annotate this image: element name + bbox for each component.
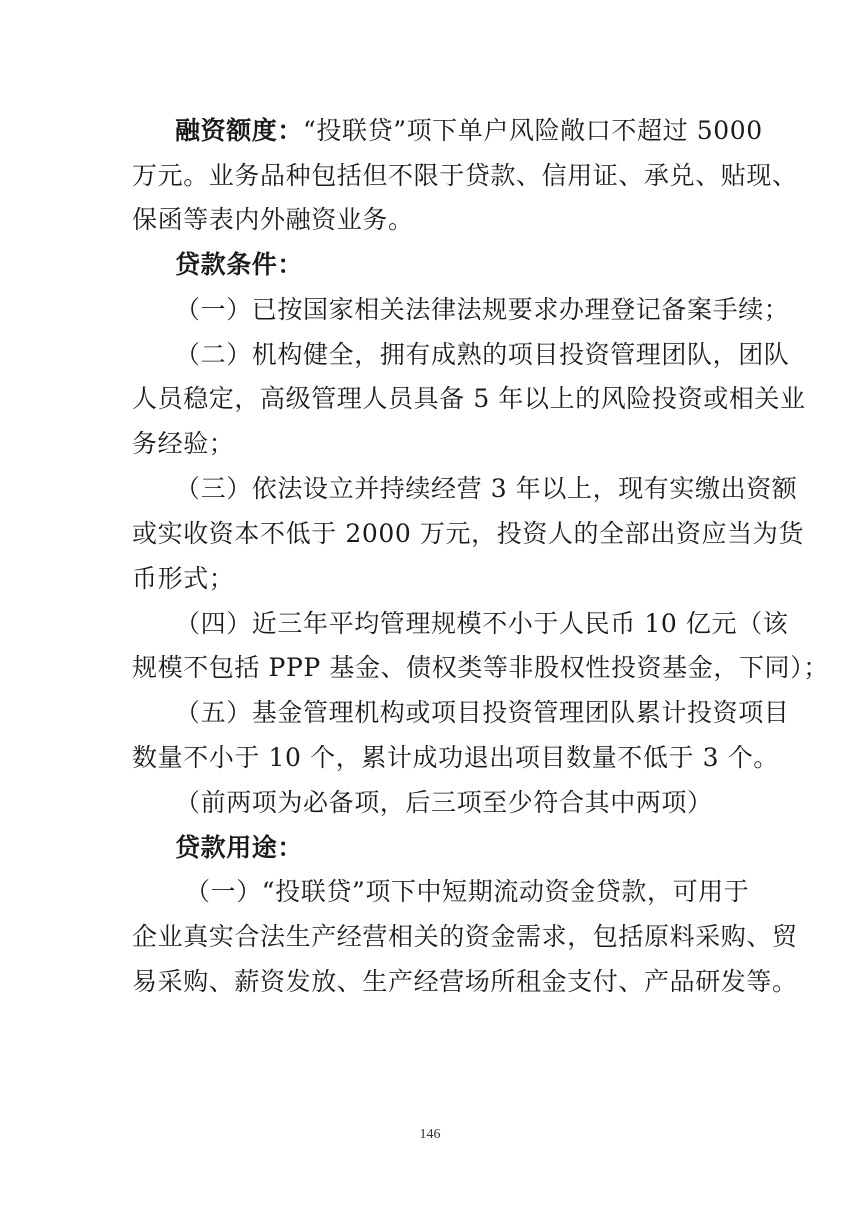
condition-3-line-2: 或实收资本不低于 2000 万元，投资人的全部出资应当为货 <box>132 519 804 548</box>
condition-2-line-1: （二）机构健全，拥有成熟的项目投资管理团队，团队 <box>175 340 790 369</box>
condition-2-line-2: 人员稳定，高级管理人员具备 5 年以上的风险投资或相关业 <box>132 384 806 413</box>
condition-3-line-3: 币形式； <box>132 564 235 593</box>
purpose-1-line-1: （一）“投联贷”项下中短期流动资金贷款，可用于 <box>185 877 750 906</box>
financing-text: “投联贷”项下单户风险敞口不超过 5000 <box>303 116 763 145</box>
condition-1: （一）已按国家相关法律法规要求办理登记备案手续； <box>175 295 790 324</box>
condition-2-line-3: 务经验； <box>132 429 235 458</box>
financing-line-1 <box>175 115 763 147</box>
condition-4-line-2: 规模不包括 PPP 基金、债权类等非股权性投资基金，下同）； <box>132 653 829 682</box>
condition-4-line-1: （四）近三年平均管理规模不小于人民币 10 亿元（该 <box>175 609 789 638</box>
conditions-note: （前两项为必备项，后三项至少符合其中两项） <box>175 788 713 817</box>
financing-line-3: 保函等表内外融资业务。 <box>132 205 414 234</box>
financing-label: 融资额度： <box>175 116 304 145</box>
condition-5-line-2: 数量不小于 10 个，累计成功退出项目数量不低于 3 个。 <box>132 743 779 772</box>
page-number: 146 <box>419 1127 441 1142</box>
condition-5-line-1: （五）基金管理机构或项目投资管理团队累计投资项目 <box>175 698 790 727</box>
condition-3-line-1: （三）依法设立并持续经营 3 年以上，现有实缴出资额 <box>175 474 798 503</box>
purpose-1-line-3: 易采购、薪资发放、生产经营场所租金支付、产品研发等。 <box>132 967 798 996</box>
loan-purpose-heading: 贷款用途： <box>175 833 304 862</box>
purpose-1-line-2: 企业真实合法生产经营相关的资金需求，包括原料采购、贸 <box>132 922 798 951</box>
financing-line-2: 万元。业务品种包括但不限于贷款、信用证、承兑、贴现、 <box>132 161 798 190</box>
loan-conditions-heading: 贷款条件： <box>175 250 304 279</box>
